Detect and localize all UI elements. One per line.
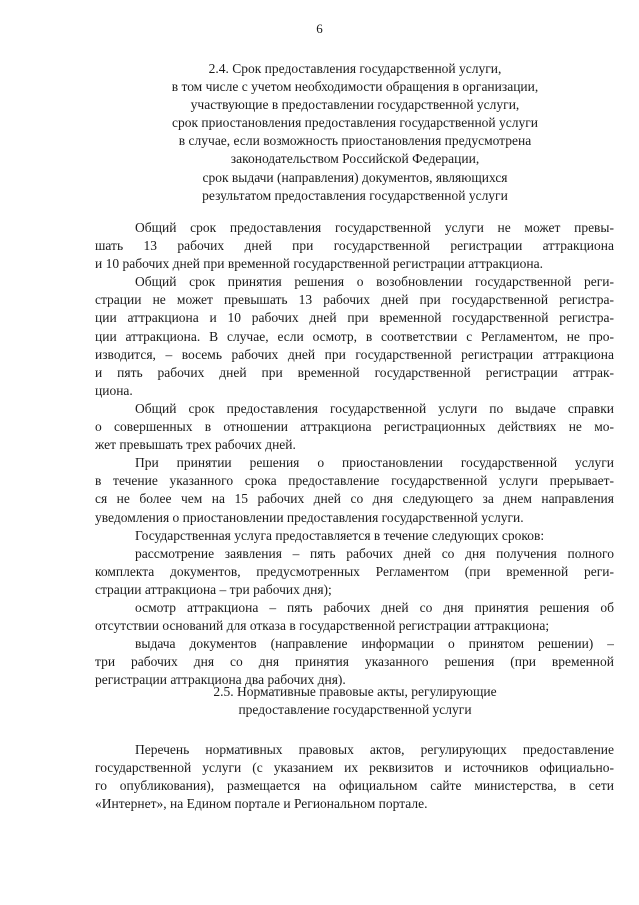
paragraph-line: ся не более чем на 15 рабочих дней со дня следующего за днем направления — [95, 491, 614, 507]
paragraph-line: го опубликования), размещается на официальном сайте министерства, в сети — [95, 778, 614, 794]
paragraph-line: жет превышать трех рабочих дней. — [95, 437, 296, 453]
section-2-4-heading — [95, 60, 615, 205]
heading-line: 2.5. Нормативные правовые акты, регулирующие — [213, 684, 497, 699]
paragraph-line: государственной услуги (с указанием их реквизитов и источников официально- — [95, 760, 614, 776]
paragraph-line: регистрации аттракциона два рабочих дня). — [95, 672, 346, 688]
page-number: 6 — [316, 21, 323, 36]
paragraph-line: При принятии решения о приостановлении государственной услуги — [135, 455, 614, 471]
paragraph-line: осмотр аттракциона – пять рабочих дней со дня принятия решения об — [135, 599, 614, 615]
paragraph-line: Перечень нормативных правовых актов, регулирующих предоставление — [135, 742, 614, 757]
heading-line: в случае, если возможность приостановления предусмотрена — [178, 133, 532, 149]
paragraph-line: страции не может превышать 13 рабочих дней при государственной регистра- — [95, 292, 614, 308]
paragraph-line: циона. — [95, 382, 133, 398]
section-2-4-body — [95, 219, 614, 689]
section-2-5-body — [95, 741, 614, 813]
paragraph-line: отсутствии оснований для отказа в государственной регистрации аттракциона; — [95, 618, 550, 634]
paragraph-line: ции аттракциона и 10 рабочих дней при временной государственной регистра- — [95, 310, 614, 326]
heading-line: законодательством Российской Федерации, — [230, 151, 480, 167]
paragraph-line: комплекта документов, предусмотренных Регламентом (при временной реги- — [95, 563, 614, 579]
paragraph-line: Общий срок принятия решения о возобновлении государственной реги- — [135, 274, 614, 290]
heading-line: 2.4. Срок предоставления государственной услуги, — [208, 61, 502, 76]
heading-line: в том числе с учетом необходимости обращения в организации, — [171, 79, 539, 95]
paragraph-line: уведомления о приостановлении предоставления государственной услуги. — [95, 509, 524, 525]
heading-line: срок приостановления предоставления государственной услуги — [171, 115, 539, 131]
paragraph-line: рассмотрение заявления – пять рабочих дней со дня получения полного — [135, 545, 614, 561]
paragraph-line: и 10 рабочих дней при временной государственной регистрации аттракциона. — [95, 256, 543, 272]
paragraph-line: о совершенных в отношении аттракциона регистрационных действиях не мо- — [95, 419, 614, 435]
heading-line: результатом предоставления государственной услуги — [202, 187, 508, 203]
paragraph-line: и пять рабочих дней при временной государственной регистрации аттрак- — [95, 364, 614, 380]
heading-line: срок выдачи (направления) документов, являющихся — [202, 169, 508, 185]
paragraph-line: изводится, – восемь рабочих дней при государственной регистрации аттракциона — [95, 346, 614, 362]
paragraph-line: шать 13 рабочих дней при государственной регистрации аттракциона — [95, 238, 614, 254]
paragraph-line: «Интернет», на Едином портале и Региональном портале. — [95, 796, 428, 812]
heading-line: участвующие в предоставлении государственной услуги, — [190, 97, 520, 113]
paragraph-line: в течение указанного срока предоставление государственной услуги прерывает- — [95, 473, 614, 489]
heading-line: предоставление государственной услуги — [238, 702, 472, 718]
paragraph-line: страции аттракциона – три рабочих дня); — [95, 581, 332, 597]
paragraph-line: три рабочих дня со дня принятия указанного решения (при временной — [95, 654, 614, 670]
section-2-5-heading — [95, 683, 615, 719]
paragraph-line: выдача документов (направление информации о принятом решении) – — [135, 636, 614, 652]
paragraph-line: Общий срок предоставления государственной услуги по выдаче справки — [135, 400, 614, 416]
paragraph-line: Государственная услуга предоставляется в течение следующих сроков: — [135, 527, 545, 543]
paragraph-line: Общий срок предоставления государственной услуги не может превы- — [135, 220, 614, 235]
paragraph-line: ции аттракциона. В случае, если осмотр, в соответствии с Регламентом, не про- — [95, 328, 614, 344]
